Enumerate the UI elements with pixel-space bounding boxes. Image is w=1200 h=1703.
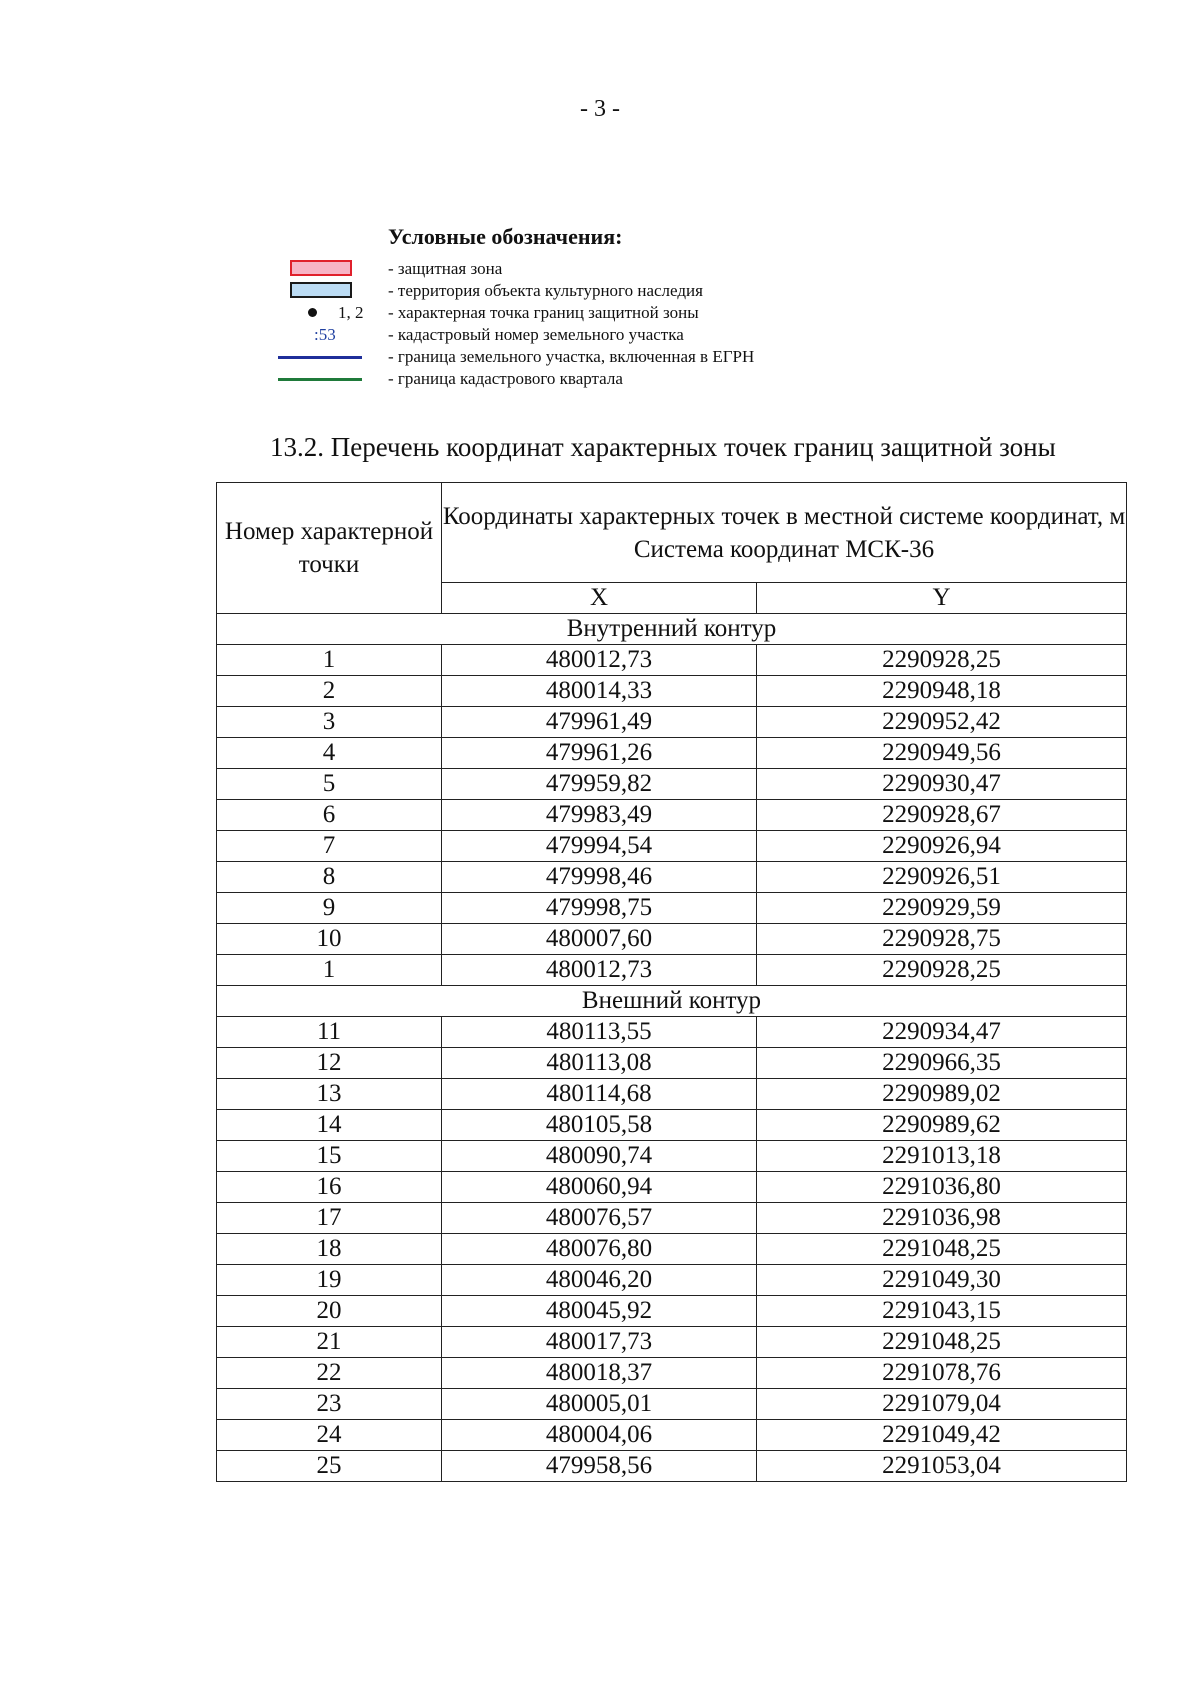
- point-number-cell: 24: [217, 1420, 442, 1451]
- table-row: [217, 1420, 1127, 1451]
- table-row: [217, 1048, 1127, 1079]
- table-row: [217, 707, 1127, 738]
- table-row: [217, 1079, 1127, 1110]
- table-row: [217, 924, 1127, 955]
- table-row: [217, 1172, 1127, 1203]
- y-coordinate-cell: 2291048,25: [757, 1327, 1127, 1358]
- y-coordinate-cell: 2291043,15: [757, 1296, 1127, 1327]
- cadastral-number-label: :53: [314, 325, 336, 344]
- legend-item-cadastral-quarter-boundary: [270, 368, 970, 390]
- x-coordinate-cell: 479994,54: [442, 831, 757, 862]
- x-coordinate-cell: 479998,46: [442, 862, 757, 893]
- x-coordinate-cell: 480076,57: [442, 1203, 757, 1234]
- header-coordinates: Координаты характерных точек в местной системе координат, м Система координат МСК-36: [442, 483, 1127, 583]
- legend-item-protective-zone: [270, 258, 970, 280]
- y-coordinate-cell: 2291036,98: [757, 1203, 1127, 1234]
- table-row: [217, 1110, 1127, 1141]
- point-number-cell: 5: [217, 769, 442, 800]
- y-coordinate-cell: 2291013,18: [757, 1141, 1127, 1172]
- y-coordinate-cell: 2291053,04: [757, 1451, 1127, 1482]
- x-coordinate-cell: 479961,26: [442, 738, 757, 769]
- inner-contour-rows: [217, 614, 1127, 986]
- point-number-cell: 8: [217, 862, 442, 893]
- y-coordinate-cell: 2290989,02: [757, 1079, 1127, 1110]
- point-number-cell: 10: [217, 924, 442, 955]
- point-number-cell: 22: [217, 1358, 442, 1389]
- point-number-cell: 21: [217, 1327, 442, 1358]
- point-number-cell: 20: [217, 1296, 442, 1327]
- legend-item-cadastral-number: [270, 324, 970, 346]
- point-marker-icon: [308, 308, 317, 317]
- x-coordinate-cell: 479998,75: [442, 893, 757, 924]
- y-coordinate-cell: 2290926,51: [757, 862, 1127, 893]
- table-row: [217, 1203, 1127, 1234]
- x-coordinate-cell: 479959,82: [442, 769, 757, 800]
- table-row: [217, 1265, 1127, 1296]
- y-coordinate-cell: 2290926,94: [757, 831, 1127, 862]
- blue-line-icon: [278, 356, 362, 359]
- x-coordinate-cell: 480060,94: [442, 1172, 757, 1203]
- y-coordinate-cell: 2291048,25: [757, 1234, 1127, 1265]
- y-coordinate-cell: 2290989,62: [757, 1110, 1127, 1141]
- table-row: [217, 1389, 1127, 1420]
- x-coordinate-cell: 480018,37: [442, 1358, 757, 1389]
- x-coordinate-cell: 479961,49: [442, 707, 757, 738]
- x-coordinate-cell: 480012,73: [442, 955, 757, 986]
- x-coordinate-cell: 480113,08: [442, 1048, 757, 1079]
- legend-item-label: - граница земельного участка, включенная в ЕГРН: [388, 347, 755, 366]
- point-number-cell: 18: [217, 1234, 442, 1265]
- outer-contour-title: Внешний контур: [217, 986, 1127, 1017]
- table-row: [217, 738, 1127, 769]
- legend-item-label: - граница кадастрового квартала: [388, 369, 623, 388]
- x-coordinate-cell: 480014,33: [442, 676, 757, 707]
- point-number-cell: 16: [217, 1172, 442, 1203]
- green-line-icon: [278, 378, 362, 381]
- y-coordinate-cell: 2290928,75: [757, 924, 1127, 955]
- x-coordinate-cell: 480046,20: [442, 1265, 757, 1296]
- point-number-cell: 2: [217, 676, 442, 707]
- x-coordinate-cell: 480090,74: [442, 1141, 757, 1172]
- point-number-cell: 15: [217, 1141, 442, 1172]
- point-number-cell: 14: [217, 1110, 442, 1141]
- x-coordinate-cell: 480045,92: [442, 1296, 757, 1327]
- y-coordinate-cell: 2291078,76: [757, 1358, 1127, 1389]
- section-heading: 13.2. Перечень координат характерных точек границ защитной зоны: [270, 432, 1056, 462]
- table-row: [217, 893, 1127, 924]
- table-row: [217, 1141, 1127, 1172]
- table-row: [217, 800, 1127, 831]
- inner-contour-title: Внутренний контур: [217, 614, 1127, 645]
- x-coordinate-cell: 479983,49: [442, 800, 757, 831]
- table-row: [217, 1017, 1127, 1048]
- y-coordinate-cell: 2291049,42: [757, 1420, 1127, 1451]
- heritage-territory-swatch: [270, 280, 366, 302]
- table-row: [217, 676, 1127, 707]
- x-coordinate-cell: 480017,73: [442, 1327, 757, 1358]
- point-number-cell: 9: [217, 893, 442, 924]
- point-marker-label: 1, 2: [338, 303, 364, 322]
- table-row: [217, 955, 1127, 986]
- point-number-cell: 6: [217, 800, 442, 831]
- table-row: [217, 769, 1127, 800]
- x-coordinate-cell: 480004,06: [442, 1420, 757, 1451]
- legend-title: Условные обозначения:: [388, 224, 623, 249]
- point-number-cell: 3: [217, 707, 442, 738]
- legend-item-land-plot-boundary: [270, 346, 970, 368]
- x-coordinate-cell: 480012,73: [442, 645, 757, 676]
- legend-item-label: - защитная зона: [388, 259, 503, 278]
- y-coordinate-cell: 2291036,80: [757, 1172, 1127, 1203]
- table-row: [217, 1358, 1127, 1389]
- y-coordinate-cell: 2290928,67: [757, 800, 1127, 831]
- x-coordinate-cell: 480007,60: [442, 924, 757, 955]
- coordinates-table: [216, 482, 1127, 1482]
- legend-item-label: - территория объекта культурного наследия: [388, 281, 703, 300]
- header-y: Y: [757, 583, 1127, 614]
- y-coordinate-cell: 2290949,56: [757, 738, 1127, 769]
- table-row: [217, 862, 1127, 893]
- point-number-cell: 19: [217, 1265, 442, 1296]
- header-point-number: Номер характерной точки: [217, 483, 442, 614]
- x-coordinate-cell: 480005,01: [442, 1389, 757, 1420]
- table-row: [217, 1234, 1127, 1265]
- point-number-cell: 25: [217, 1451, 442, 1482]
- point-number-cell: 1: [217, 955, 442, 986]
- protective-zone-swatch: [270, 258, 366, 280]
- y-coordinate-cell: 2291049,30: [757, 1265, 1127, 1296]
- x-coordinate-cell: 480105,58: [442, 1110, 757, 1141]
- point-number-cell: 1: [217, 645, 442, 676]
- table-row: [217, 831, 1127, 862]
- table-row: [217, 1327, 1127, 1358]
- y-coordinate-cell: 2290952,42: [757, 707, 1127, 738]
- outer-contour-rows: [217, 986, 1127, 1482]
- legend-item-label: - характерная точка границ защитной зоны: [388, 303, 699, 322]
- table-row: [217, 1451, 1127, 1482]
- legend-item-heritage-territory: [270, 280, 970, 302]
- point-number-cell: 7: [217, 831, 442, 862]
- page-number: - 3 -: [580, 96, 620, 122]
- x-coordinate-cell: 480113,55: [442, 1017, 757, 1048]
- y-coordinate-cell: 2291079,04: [757, 1389, 1127, 1420]
- x-coordinate-cell: 479958,56: [442, 1451, 757, 1482]
- y-coordinate-cell: 2290934,47: [757, 1017, 1127, 1048]
- y-coordinate-cell: 2290966,35: [757, 1048, 1127, 1079]
- point-number-cell: 11: [217, 1017, 442, 1048]
- x-coordinate-cell: 480114,68: [442, 1079, 757, 1110]
- point-number-cell: 13: [217, 1079, 442, 1110]
- y-coordinate-cell: 2290928,25: [757, 955, 1127, 986]
- y-coordinate-cell: 2290928,25: [757, 645, 1127, 676]
- table-row: [217, 1296, 1127, 1327]
- point-number-cell: 17: [217, 1203, 442, 1234]
- legend-item-label: - кадастровый номер земельного участка: [388, 325, 684, 344]
- legend-item-characteristic-point: [270, 302, 970, 324]
- point-number-cell: 12: [217, 1048, 442, 1079]
- y-coordinate-cell: 2290948,18: [757, 676, 1127, 707]
- point-number-cell: 4: [217, 738, 442, 769]
- header-x: X: [442, 583, 757, 614]
- y-coordinate-cell: 2290929,59: [757, 893, 1127, 924]
- point-number-cell: 23: [217, 1389, 442, 1420]
- x-coordinate-cell: 480076,80: [442, 1234, 757, 1265]
- y-coordinate-cell: 2290930,47: [757, 769, 1127, 800]
- table-row: [217, 645, 1127, 676]
